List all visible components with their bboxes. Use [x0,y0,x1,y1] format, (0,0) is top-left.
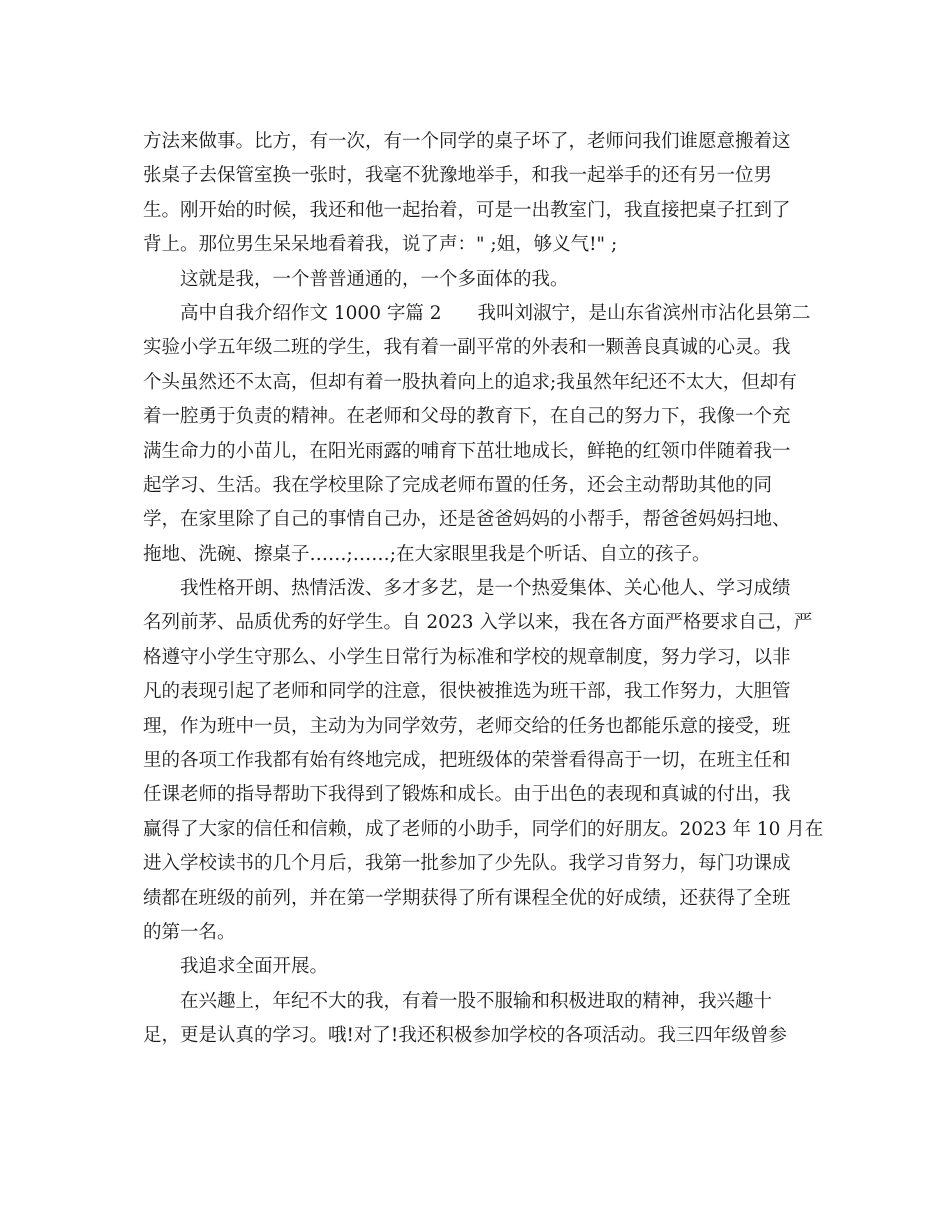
text-line: 张桌子去保管室换一张时，我毫不犹豫地举手，和我一起举手的还有另一位男 [143,165,773,187]
text-line: 背上。那位男生呆呆地看着我，说了声：" ;姐，够义气!" ; [143,234,618,256]
text-line: 满生命力的小苗儿，在阳光雨露的哺育下茁壮地成长，鲜艳的红领巾伴随着我一 [143,440,791,462]
text-line: 拖地、洗碗、擦桌子……;……;在大家眼里我是个听话、自立的孩子。 [143,543,711,565]
section-heading-line [143,297,813,331]
text-line: 实验小学五年级二班的学生，我有着一副平常的外表和一颗善良真诚的心灵。我 [143,337,791,359]
text-line: 起学习、生活。我在学校里除了完成老师布置的任务，还会主动帮助其他的同 [143,474,773,496]
text-line: 的第一名。 [143,921,236,943]
text-line: 凡的表现引起了老师和同学的注意，很快被推选为班干部，我工作努力，大胆管 [143,681,791,703]
text-line: 这就是我，一个普普通通的，一个多面体的我。 [180,268,569,290]
text-line: 我性格开朗、热情活泼、多才多艺，是一个热爱集体、关心他人、学习成绩 [180,578,791,600]
text-line: 格遵守小学生守那么、小学生日常行为标准和学校的规章制度，努力学习，以非 [143,646,791,668]
text-line: 足，更是认真的学习。哦!对了!我还积极参加学校的各项活动。我三四年级曾参 [143,1025,787,1047]
text-line: 赢得了大家的信任和信赖，成了老师的小助手，同学们的好朋友。2023 年 10 月在 [143,818,824,840]
text-line: 个头虽然还不太高，但却有着一股执着向上的追求;我虽然年纪还不太大，但却有 [143,371,797,393]
text-line: 理，作为班中一员，主动为为同学效劳，老师交给的任务也都能乐意的接受，班 [143,715,791,737]
text-line: 生。刚开始的时候，我还和他一起抬着，可是一出教室门，我直接把桌子扛到了 [143,199,791,221]
text-line: 名列前茅、品质优秀的好学生。自 2023 入学以来，我在各方面严格要求自己，严 [143,612,813,634]
section-heading: 高中自我介绍作文 1000 字篇 2 [180,302,442,324]
text-line: 在兴趣上，年纪不大的我，有着一股不服输和积极进取的精神，我兴趣十 [180,990,773,1012]
text-line: 着一腔勇于负责的精神。在老师和父母的教育下，在自己的努力下，我像一个充 [143,406,791,428]
text-line: 绩都在班级的前列，并在第一学期获得了所有课程全优的好成绩，还获得了全班 [143,887,791,909]
document-body [143,125,824,1054]
text-line: 里的各项工作我都有始有终地完成，把班级体的荣誉看得高于一切，在班主任和 [143,750,791,772]
text-line: 进入学校读书的几个月后，我第一批参加了少先队。我学习肯努力，每门功课成 [143,853,791,875]
text-line: 任课老师的指导帮助下我得到了锻炼和成长。由于出色的表现和真诚的付出，我 [143,784,791,806]
text-line: 学，在家里除了自己的事情自己办，还是爸爸妈妈的小帮手，帮爸爸妈妈扫地、 [143,509,791,531]
paragraph-start: 我叫刘淑宁，是山东省滨州市沾化县第二 [477,302,811,324]
text-line: 我追求全面开展。 [180,956,329,978]
text-line: 方法来做事。比方，有一次，有一个同学的桌子坏了，老师问我们谁愿意搬着这 [143,131,791,152]
